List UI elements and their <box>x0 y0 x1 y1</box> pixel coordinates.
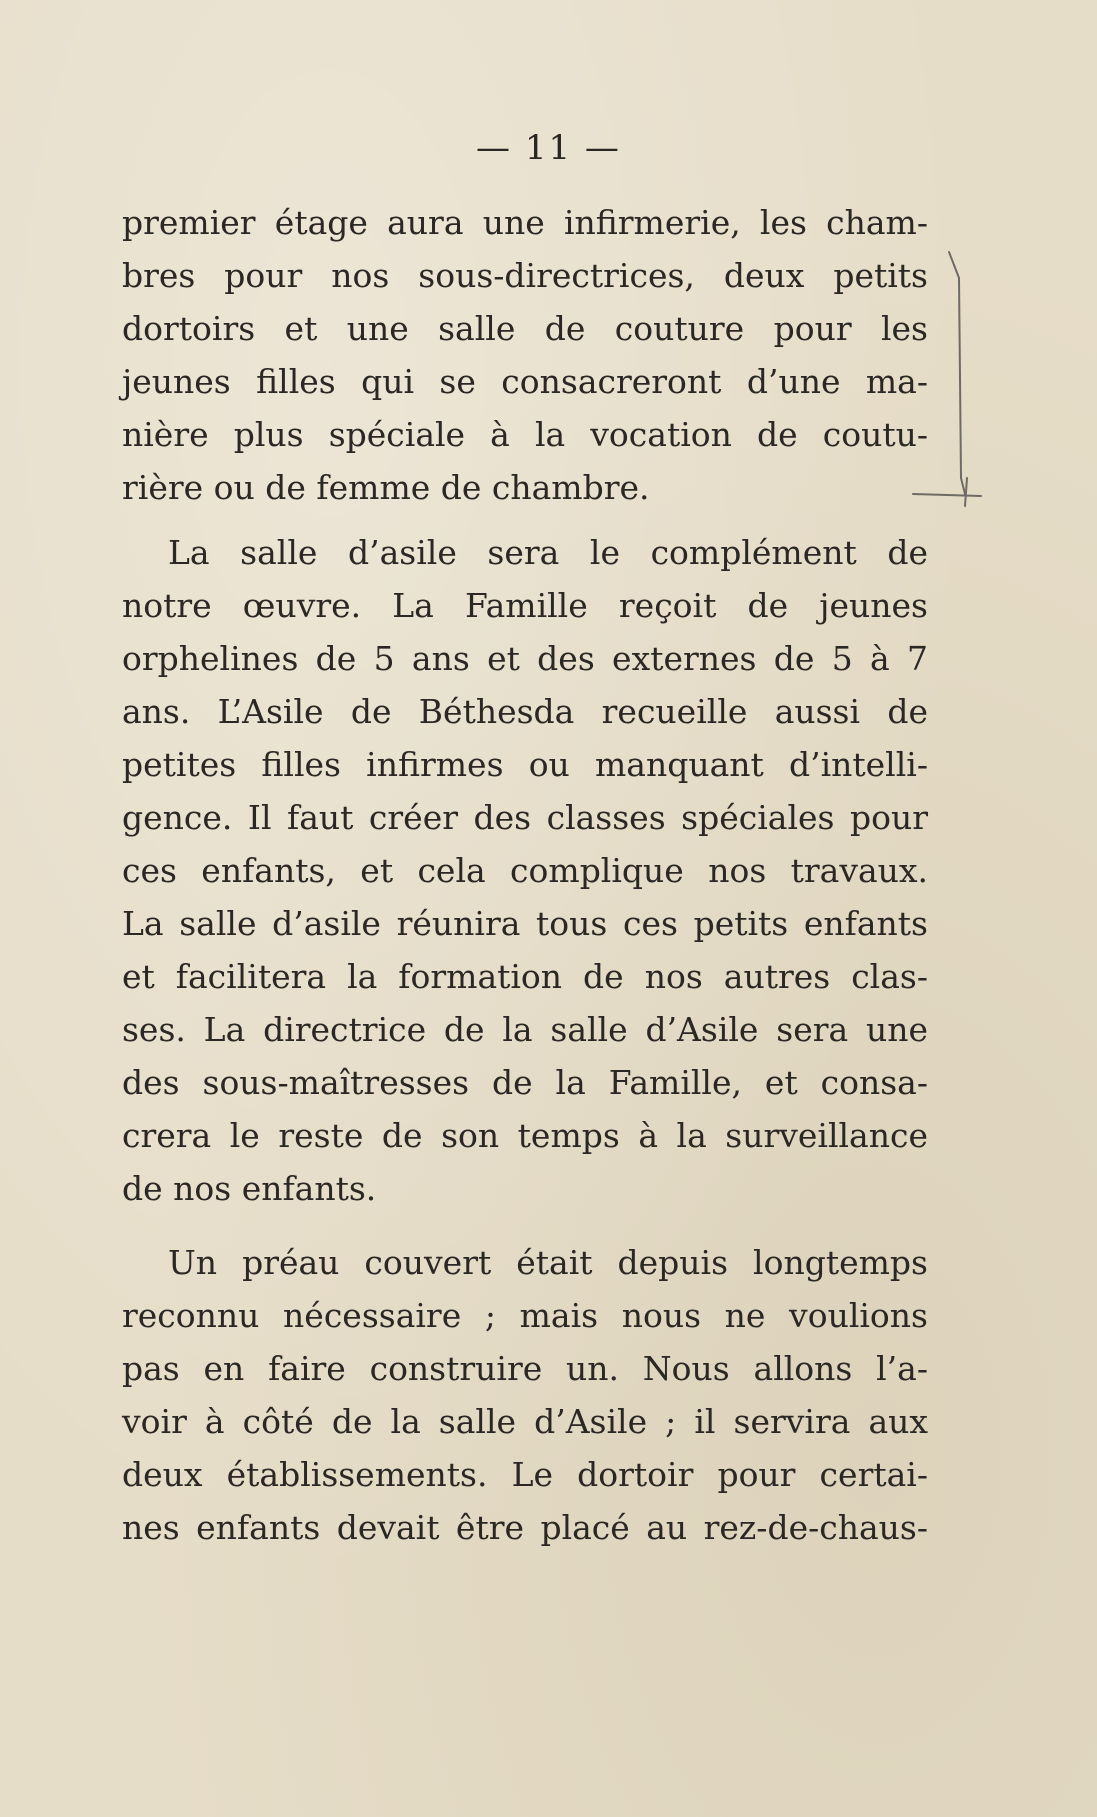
text-line: pas en faire construire un. Nous allons l’a- <box>122 1349 928 1388</box>
paragraph-1 <box>122 196 928 514</box>
text-line: nière plus spéciale à la vocation de coutu- <box>122 415 928 454</box>
text-line: La salle d’asile réunira tous ces petits enfants <box>122 904 928 943</box>
text-line: bres pour nos sous-directrices, deux petits <box>122 256 928 295</box>
text-line: reconnu nécessaire ; mais nous ne voulions <box>122 1296 928 1335</box>
text-line: deux établissements. Le dortoir pour certai- <box>122 1455 928 1494</box>
text-line: ans. L’Asile de Béthesda recueille aussi de <box>122 692 928 731</box>
text-line: rière ou de femme de chambre. <box>122 468 650 507</box>
text-line: nes enfants devait être placé au rez-de-chaus- <box>122 1508 928 1547</box>
text-line: ces enfants, et cela complique nos travaux. <box>122 851 928 890</box>
text-line: ses. La directrice de la salle d’Asile sera une <box>122 1010 928 1049</box>
text-line: La salle d’asile sera le complément de <box>168 533 928 572</box>
text-line: des sous-maîtresses de la Famille, et consa- <box>122 1063 928 1102</box>
text-line: Un préau couvert était depuis longtemps <box>168 1243 928 1282</box>
text-line: premier étage aura une infirmerie, les cham- <box>122 203 928 242</box>
text-line: gence. Il faut créer des classes spéciales pour <box>122 798 928 837</box>
paragraph-2 <box>122 526 928 1215</box>
text-line: et facilitera la formation de nos autres clas- <box>122 957 928 996</box>
text-line: crera le reste de son temps à la surveillance <box>122 1116 928 1155</box>
text-line: voir à côté de la salle d’Asile ; il servira aux <box>122 1402 928 1441</box>
text-line: orphelines de 5 ans et des externes de 5 à 7 <box>122 639 928 678</box>
text-line: de nos enfants. <box>122 1169 377 1208</box>
text-line: jeunes filles qui se consacreront d’une ma- <box>122 362 928 401</box>
paragraph-3 <box>122 1236 928 1554</box>
pencil-bracket-icon <box>905 248 985 508</box>
text-line: dortoirs et une salle de couture pour les <box>122 309 928 348</box>
text-line: notre œuvre. La Famille reçoit de jeunes <box>122 586 928 625</box>
page-number: — 11 — <box>476 128 621 168</box>
text-line: petites filles infirmes ou manquant d’intelli- <box>122 745 928 784</box>
